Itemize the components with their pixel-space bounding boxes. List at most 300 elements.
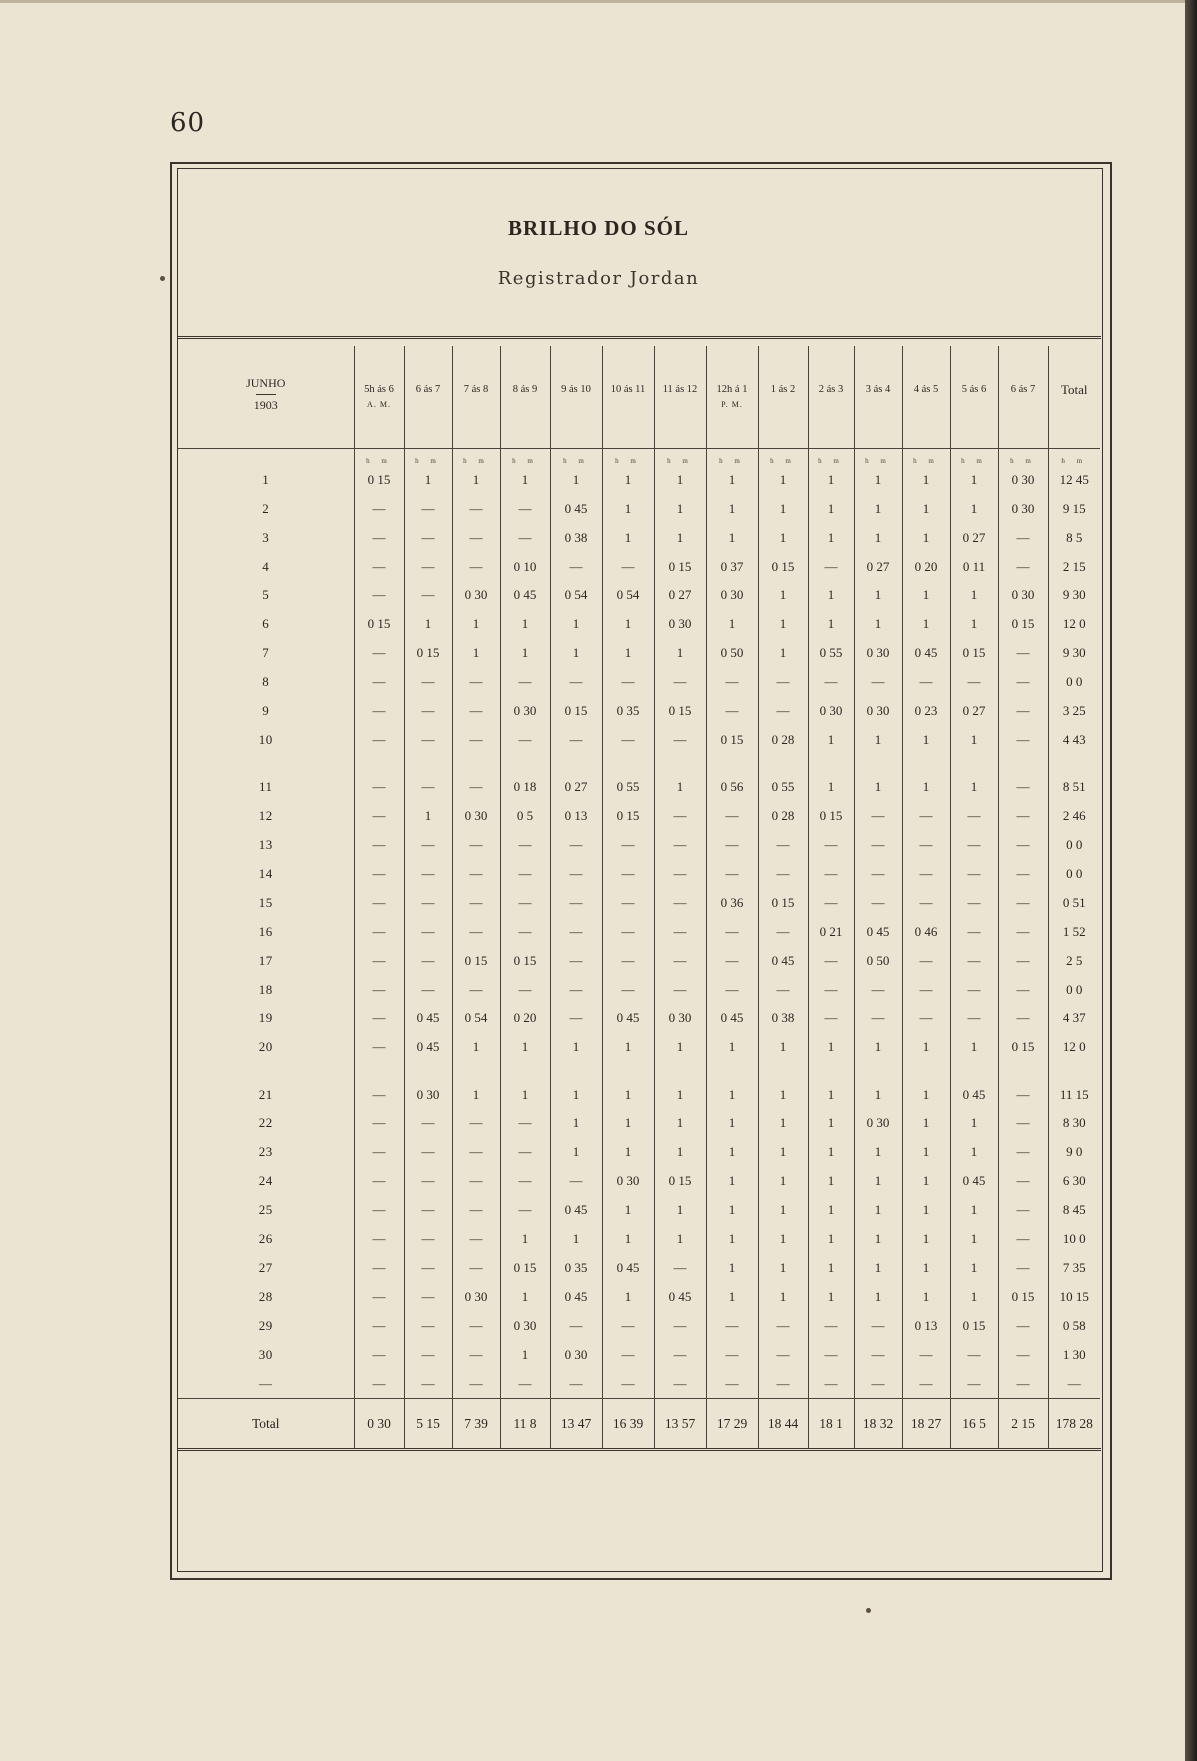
hour-cell: 1 [808,1253,854,1282]
hour-cell: 0 45 [550,494,602,523]
hour-cell: — [998,755,1048,802]
column-header [808,346,854,449]
hour-cell: — [550,975,602,1004]
row-total-cell: 8 45 [1048,1195,1100,1224]
row-total-cell: 4 43 [1048,726,1100,755]
hour-cell: 1 [808,610,854,639]
hour-cell: — [354,1282,404,1311]
table-row [178,975,1100,1004]
hour-cell: 0 15 [404,639,452,668]
total-label: Total [178,1399,354,1448]
hour-cell: — [404,523,452,552]
column-header [758,346,808,449]
column-total-cell: 11 8 [500,1399,550,1448]
day-cell: 25 [258,1201,273,1217]
hour-cell: — [550,1311,602,1340]
day-cell: 7 [262,645,270,661]
hour-cell: 0 45 [550,1282,602,1311]
month-year-header [178,346,354,449]
hour-cell: 1 [706,1224,758,1253]
page-title: BRILHO DO SÓL [507,216,690,240]
table-row [178,610,1100,639]
hour-cell: 1 [550,1224,602,1253]
table-row [178,1166,1100,1195]
hour-cell: — [500,830,550,859]
hour-cell: 1 [500,1224,550,1253]
hour-cell: 1 [706,465,758,494]
row-total-cell: 8 51 [1048,755,1100,802]
hour-cell: 0 30 [654,610,706,639]
column-header-label: 5 ás 6 [961,384,987,395]
hour-cell: — [354,697,404,726]
hour-cell: — [404,755,452,802]
hour-cell: — [706,1369,758,1398]
table-row [178,697,1100,726]
hour-cell: 0 45 [602,1004,654,1033]
row-total-cell: 0 58 [1048,1311,1100,1340]
hour-cell: — [998,859,1048,888]
hour-cell: — [354,726,404,755]
hour-cell: — [998,801,1048,830]
table-row [178,755,1100,802]
hour-cell: — [706,946,758,975]
hour-cell: — [706,668,758,697]
hour-cell: 0 45 [854,917,902,946]
hour-cell: 1 [950,610,998,639]
hour-cell: — [452,888,500,917]
hour-cell: — [654,1253,706,1282]
hour-cell: — [998,1311,1048,1340]
hour-cell: — [602,917,654,946]
hour-cell: — [998,1340,1048,1369]
hour-cell: 1 [758,1137,808,1166]
table-row [178,1137,1100,1166]
units-row [178,449,1100,466]
unit-label: h m [854,449,902,466]
hour-cell: 0 30 [550,1340,602,1369]
column-total-cell: 18 32 [854,1399,902,1448]
column-header-period: P. M. [721,400,743,409]
hour-cell: 1 [706,494,758,523]
hour-cell: — [404,859,452,888]
hour-cell: — [808,830,854,859]
hour-cell: — [404,668,452,697]
table-row [178,1195,1100,1224]
day-cell: 3 [262,529,270,545]
hour-cell: 0 50 [854,946,902,975]
hour-cell: — [354,801,404,830]
column-total-cell: 18 27 [902,1399,950,1448]
hour-cell: — [452,697,500,726]
row-total-cell: 8 5 [1048,523,1100,552]
hour-cell: — [950,888,998,917]
hour-cell: 1 [758,494,808,523]
hour-cell: — [452,494,500,523]
hour-cell: 0 15 [998,1282,1048,1311]
hour-cell: 0 38 [758,1004,808,1033]
hour-cell: — [808,552,854,581]
hour-cell: 0 54 [452,1004,500,1033]
hour-cell: — [354,1224,404,1253]
hour-cell: — [452,975,500,1004]
hour-cell: 1 [602,1137,654,1166]
hour-cell: 0 30 [404,1062,452,1109]
hour-cell: 0 30 [998,494,1048,523]
hour-cell: — [808,946,854,975]
hour-cell: — [854,801,902,830]
hour-cell: 1 [950,494,998,523]
hour-cell: 0 30 [602,1166,654,1195]
hour-cell: 1 [758,465,808,494]
hour-cell: 1 [902,755,950,802]
hour-cell: 0 15 [654,1166,706,1195]
hour-cell: 1 [854,581,902,610]
hour-cell: 1 [550,1033,602,1062]
hour-cell: 1 [452,1062,500,1109]
hour-cell: 0 20 [902,552,950,581]
hour-cell: — [404,1166,452,1195]
hour-cell: 0 15 [550,697,602,726]
hour-cell: — [354,917,404,946]
hour-cell: — [500,1195,550,1224]
hour-cell: 1 [902,494,950,523]
hour-cell: 1 [854,726,902,755]
hour-cell: — [452,1340,500,1369]
hour-cell: — [354,830,404,859]
hour-cell: — [998,888,1048,917]
hour-cell: 1 [902,1253,950,1282]
column-header-label: 12h á 1 [716,384,748,395]
row-total-cell: — [1048,1369,1100,1398]
table-row [178,1253,1100,1282]
column-header [452,346,500,449]
hour-cell: — [998,830,1048,859]
hour-cell: 0 54 [550,581,602,610]
hour-cell: — [452,1166,500,1195]
column-header-label: 5h ás 6 [364,384,394,395]
hour-cell: 0 15 [758,552,808,581]
hour-cell: — [854,668,902,697]
column-header-label: 2 ás 3 [818,384,844,395]
hour-cell: — [452,830,500,859]
hour-cell: — [950,1340,998,1369]
hour-cell: — [998,1253,1048,1282]
hour-cell: — [452,755,500,802]
hour-cell: 1 [950,1109,998,1138]
column-header [602,346,654,449]
hour-cell: — [452,1311,500,1340]
hour-cell: — [550,888,602,917]
unit-label: h m [354,449,404,466]
hour-cell: 0 30 [854,1109,902,1138]
hour-cell: 1 [654,1195,706,1224]
hour-cell: — [452,1195,500,1224]
hour-cell: 1 [500,639,550,668]
hour-cell: — [706,859,758,888]
hour-cell: — [550,1166,602,1195]
hour-cell: 0 30 [854,639,902,668]
footer-divider [177,1448,1101,1451]
hour-cell: 1 [902,1166,950,1195]
hour-cell: — [998,1195,1048,1224]
hour-cell: 0 15 [452,946,500,975]
unit-label: h m [452,449,500,466]
day-cell: 13 [258,836,273,852]
hour-cell: — [998,726,1048,755]
hour-cell: — [854,1369,902,1398]
table-row [178,1109,1100,1138]
hour-cell: 1 [950,1224,998,1253]
hour-cell: 0 30 [452,581,500,610]
hour-cell: — [998,697,1048,726]
column-total-cell: 13 57 [654,1399,706,1448]
hour-cell: 1 [902,1137,950,1166]
hour-cell: 1 [500,1340,550,1369]
hour-cell: 1 [808,1137,854,1166]
unit-label: h m [706,449,758,466]
row-total-cell: 0 0 [1048,975,1100,1004]
hour-cell: 0 23 [902,697,950,726]
hour-cell: 1 [854,610,902,639]
hour-cell: — [404,946,452,975]
table-row [178,581,1100,610]
row-total-cell: 4 37 [1048,1004,1100,1033]
hour-cell: 0 35 [602,697,654,726]
column-total-cell: 13 47 [550,1399,602,1448]
hour-cell: — [354,523,404,552]
hour-cell: 0 30 [452,1282,500,1311]
hour-cell: 0 15 [950,639,998,668]
day-cell: 28 [258,1288,273,1304]
column-total-cell: 7 39 [452,1399,500,1448]
row-total-cell: 2 5 [1048,946,1100,975]
hour-cell: 1 [758,1195,808,1224]
hour-cell: 1 [808,1224,854,1253]
unit-label: h m [950,449,998,466]
hour-cell: — [998,523,1048,552]
hour-cell: 0 45 [550,1195,602,1224]
hour-cell: — [550,830,602,859]
hour-cell: — [452,1137,500,1166]
hour-cell: — [500,1166,550,1195]
hour-cell: — [404,888,452,917]
hour-cell: — [404,1282,452,1311]
hour-cell: 1 [500,1033,550,1062]
hour-cell: 1 [758,1062,808,1109]
table-row [178,726,1100,755]
hour-cell: — [902,888,950,917]
day-cell: 21 [258,1086,273,1102]
hour-cell: 1 [602,1282,654,1311]
hour-cell: — [808,1340,854,1369]
hour-cell: — [654,1369,706,1398]
hour-cell: — [654,668,706,697]
hour-cell: 0 15 [500,946,550,975]
hour-cell: — [998,1062,1048,1109]
hour-cell: 0 45 [500,581,550,610]
hour-cell: — [452,859,500,888]
hour-cell: 1 [902,1062,950,1109]
hour-cell: — [404,917,452,946]
hour-cell: 0 28 [758,801,808,830]
hour-cell: 1 [654,1109,706,1138]
hour-cell: — [404,1109,452,1138]
hour-cell: — [902,975,950,1004]
hour-cell: — [950,859,998,888]
hour-cell: — [998,668,1048,697]
hour-cell: — [654,1311,706,1340]
hour-cell: — [950,668,998,697]
day-cell: 18 [258,981,273,997]
hour-cell: — [354,1137,404,1166]
hour-cell: — [550,917,602,946]
hour-cell: 1 [500,1282,550,1311]
hour-cell: 1 [706,1062,758,1109]
hour-cell: — [500,1137,550,1166]
hour-cell: 0 56 [706,755,758,802]
hour-cell: 1 [654,494,706,523]
day-cell: 11 [258,779,273,795]
hour-cell: 1 [950,726,998,755]
table-row [178,830,1100,859]
hour-cell: — [950,830,998,859]
hour-cell: 0 27 [950,697,998,726]
table-body [178,449,1100,1449]
hour-cell: — [404,1195,452,1224]
column-header-label: 11 ás 12 [662,384,698,395]
hour-cell: — [758,1340,808,1369]
hour-cell: 0 18 [500,755,550,802]
column-total-cell: 2 15 [998,1399,1048,1448]
hour-cell: 1 [808,1033,854,1062]
hour-cell: — [354,1033,404,1062]
hour-cell: 1 [654,1062,706,1109]
hour-cell: 1 [950,581,998,610]
row-total-cell: 1 52 [1048,917,1100,946]
hour-cell: — [354,755,404,802]
hour-cell: 0 45 [950,1166,998,1195]
hour-cell: — [354,975,404,1004]
day-cell: 27 [258,1259,273,1275]
column-header-label: Total [1060,382,1088,397]
day-cell: 29 [258,1317,273,1333]
hour-cell: — [758,1311,808,1340]
table-row [178,1311,1100,1340]
hour-cell: — [500,859,550,888]
hour-cell: 0 45 [758,946,808,975]
hour-cell: 1 [950,1282,998,1311]
hour-cell: 1 [854,1062,902,1109]
hour-cell: — [354,494,404,523]
hour-cell: 0 30 [854,697,902,726]
column-header-label: 9 ás 10 [561,384,591,395]
hour-cell: 1 [758,1033,808,1062]
row-total-cell: 0 51 [1048,888,1100,917]
hour-cell: 1 [854,465,902,494]
day-cell: 5 [262,587,270,603]
hour-cell: — [404,494,452,523]
hour-cell: — [550,726,602,755]
hour-cell: — [354,946,404,975]
hour-cell: 0 27 [854,552,902,581]
row-total-cell: 0 0 [1048,830,1100,859]
hour-cell: 0 28 [758,726,808,755]
row-total-cell: 12 0 [1048,610,1100,639]
hour-cell: 1 [902,581,950,610]
hour-cell: 0 15 [808,801,854,830]
day-cell: 9 [262,703,270,719]
hour-cell: — [998,1224,1048,1253]
hour-cell: 0 45 [654,1282,706,1311]
hour-cell: — [854,888,902,917]
hour-cell: 1 [902,1224,950,1253]
hour-cell: — [354,552,404,581]
hour-cell: — [550,946,602,975]
unit-label: h m [550,449,602,466]
day-cell: 8 [262,674,270,690]
day-cell: 23 [258,1143,273,1159]
paper-speck [160,276,165,281]
hour-cell: — [354,1062,404,1109]
hour-cell: 1 [550,639,602,668]
hour-cell: 1 [452,639,500,668]
hour-cell: — [758,830,808,859]
hour-cell: — [404,581,452,610]
hour-cell: 1 [452,465,500,494]
hour-cell: 0 30 [654,1004,706,1033]
hour-cell: 1 [758,1166,808,1195]
column-header [950,346,998,449]
hour-cell: — [602,1311,654,1340]
hour-cell: — [950,975,998,1004]
hour-cell: 0 45 [404,1033,452,1062]
hour-cell: — [602,552,654,581]
hour-cell: — [706,1311,758,1340]
row-total-cell: 0 0 [1048,668,1100,697]
hour-cell: — [404,1340,452,1369]
hour-cell: — [354,1109,404,1138]
row-total-cell: 12 0 [1048,1033,1100,1062]
hour-cell: 0 13 [902,1311,950,1340]
header-dash [256,394,276,395]
row-total-cell: 1 30 [1048,1340,1100,1369]
hour-cell: 1 [902,1195,950,1224]
hour-cell: — [706,697,758,726]
hour-cell: — [854,859,902,888]
unit-label: h m [654,449,706,466]
hour-cell: 1 [654,465,706,494]
hour-cell: — [654,917,706,946]
hour-cell: — [706,830,758,859]
hour-cell: — [452,523,500,552]
hour-cell: — [758,917,808,946]
hour-cell: 1 [550,465,602,494]
hour-cell: — [452,668,500,697]
table-row [178,859,1100,888]
hour-cell: 0 37 [706,552,758,581]
hour-cell: 1 [902,523,950,552]
hour-cell: 1 [854,1166,902,1195]
hour-cell: 1 [758,1224,808,1253]
page-binding-edge [1185,0,1197,1761]
hour-cell: 0 15 [602,801,654,830]
column-header [706,346,758,449]
hour-cell: — [500,975,550,1004]
hour-cell: — [706,1340,758,1369]
hour-cell: — [808,888,854,917]
column-total-cell: 16 39 [602,1399,654,1448]
row-total-cell: 2 46 [1048,801,1100,830]
